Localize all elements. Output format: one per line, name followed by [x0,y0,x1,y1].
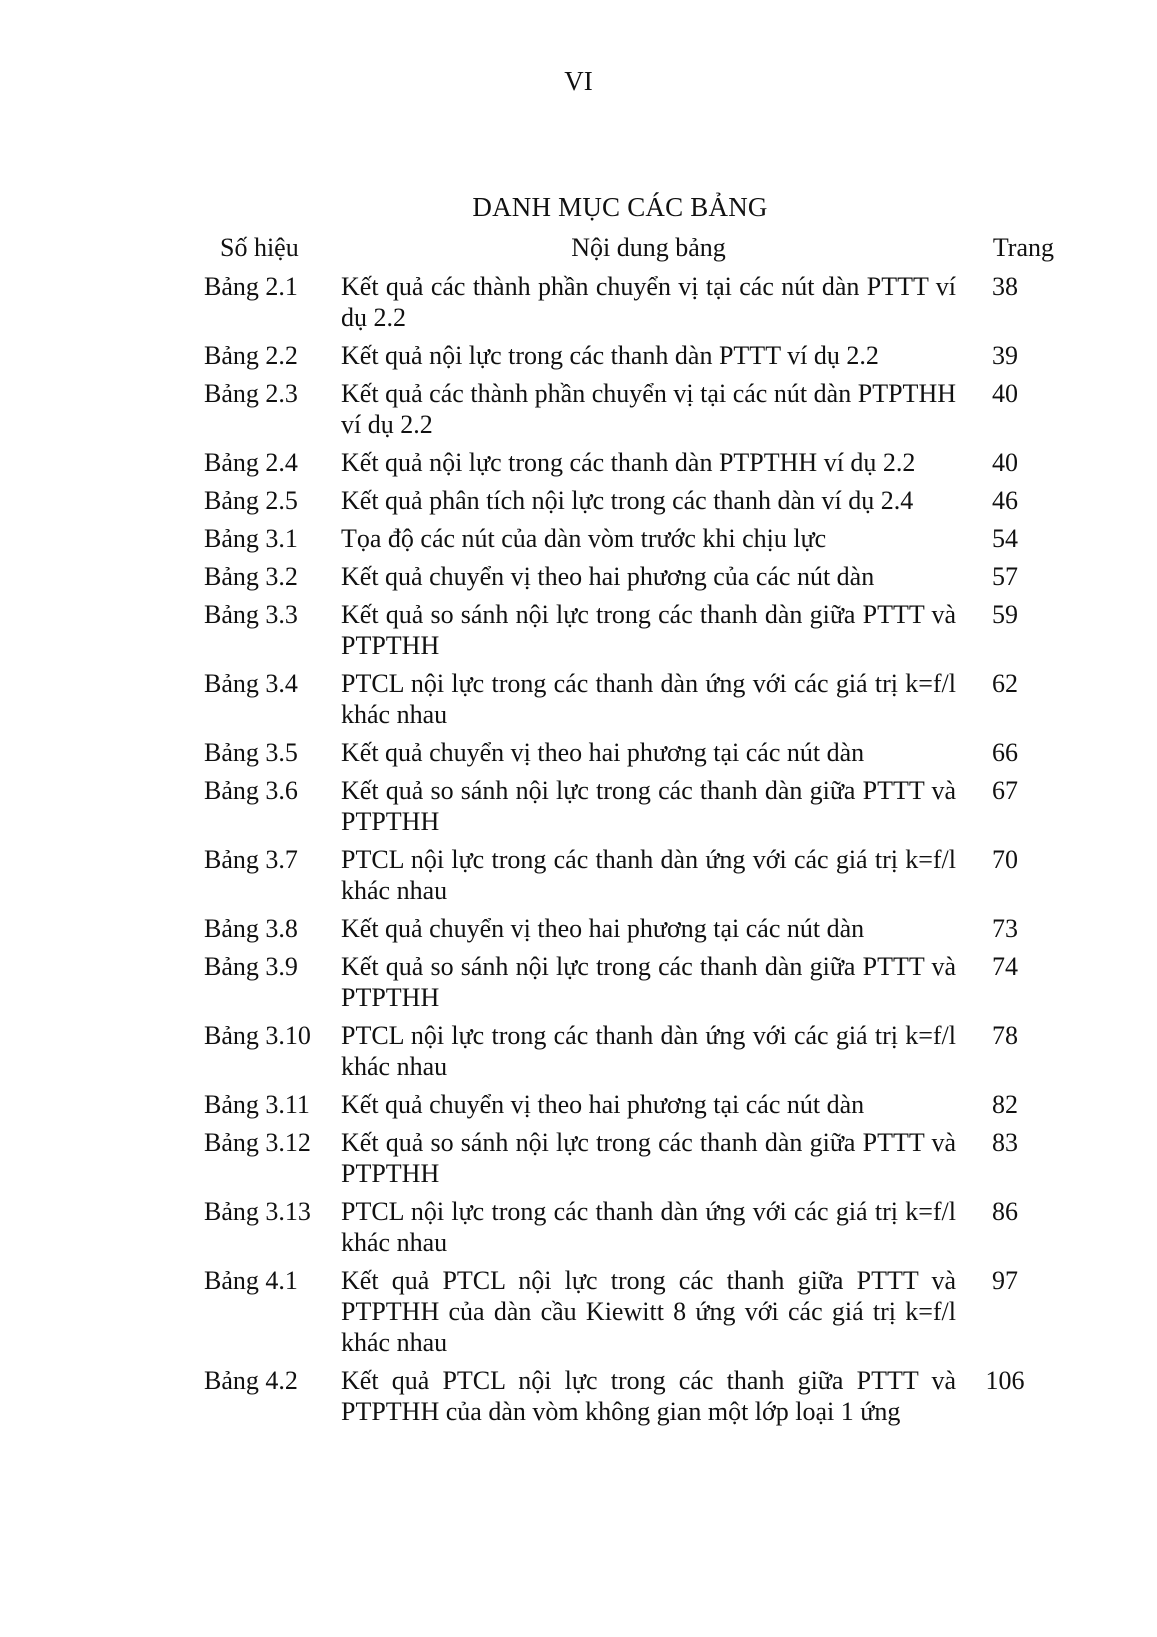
row-page: 78 [992,1021,1018,1050]
table-list [204,232,1054,1434]
row-code: Bảng 3.6 [204,776,298,805]
row-code: Bảng 3.7 [204,845,298,874]
table-row [204,1020,1054,1082]
row-code: Bảng 3.8 [204,914,298,943]
row-description: Tọa độ các nút của dàn vòm trước khi chịu lực [341,524,827,553]
table-rows [204,271,1054,1427]
table-row [204,668,1054,730]
row-description: Kết quả PTCL nội lực trong các thanh giữa PTTT và PTPTHH của dàn vòm không gian một lớp loại 1 ứng [341,1366,956,1426]
row-code: Bảng 4.1 [204,1266,298,1295]
row-code: Bảng 3.4 [204,669,298,698]
row-code: Bảng 2.4 [204,448,298,477]
row-code: Bảng 2.1 [204,272,298,301]
row-code: Bảng 2.2 [204,341,298,370]
table-row [204,340,1054,371]
row-page: 54 [992,524,1018,553]
row-page: 39 [992,341,1018,370]
table-row [204,271,1054,333]
table-row [204,775,1054,837]
table-row [204,913,1054,944]
row-page: 70 [992,845,1018,874]
table-row [204,1127,1054,1189]
header-code: Số hiệu [220,233,299,262]
row-code: Bảng 3.12 [204,1128,311,1157]
row-page: 67 [992,776,1018,805]
row-page: 40 [992,448,1018,477]
page-title: DANH MỤC CÁC BẢNG [472,192,768,222]
row-page: 86 [992,1197,1018,1226]
row-description: Kết quả chuyển vị theo hai phương tại các nút dàn [341,738,865,767]
table-row [204,737,1054,768]
table-row [204,523,1054,554]
row-code: Bảng 3.10 [204,1021,311,1050]
table-row [204,1365,1054,1427]
row-page: 59 [992,600,1018,629]
table-row [204,1089,1054,1120]
table-row [204,485,1054,516]
row-description: Kết quả chuyển vị theo hai phương tại các nút dàn [341,1090,865,1119]
row-description: Kết quả phân tích nội lực trong các thanh dàn ví dụ 2.4 [341,486,914,515]
row-description: Kết quả nội lực trong các thanh dàn PTPTHH ví dụ 2.2 [341,448,916,477]
table-row [204,599,1054,661]
row-description: Kết quả các thành phần chuyển vị tại các nút dàn PTTT ví dụ 2.2 [341,272,956,332]
table-row [204,1265,1054,1358]
row-code: Bảng 3.13 [204,1197,311,1226]
header-page: Trang [992,233,1054,262]
table-row [204,378,1054,440]
row-description: PTCL nội lực trong các thanh dàn ứng với các giá trị k=f/l khác nhau [341,1021,956,1081]
row-description: PTCL nội lực trong các thanh dàn ứng với các giá trị k=f/l khác nhau [341,669,956,729]
row-description: Kết quả PTCL nội lực trong các thanh giữa PTTT và PTPTHH của dàn cầu Kiewitt 8 ứng với các giá trị k=f/l khác nhau [341,1266,956,1357]
table-row [204,561,1054,592]
row-page: 83 [992,1128,1018,1157]
row-description: PTCL nội lực trong các thanh dàn ứng với các giá trị k=f/l khác nhau [341,1197,956,1257]
row-description: Kết quả các thành phần chuyển vị tại các nút dàn PTPTHH ví dụ 2.2 [341,379,956,439]
row-code: Bảng 2.5 [204,486,298,515]
table-row [204,844,1054,906]
row-description: PTCL nội lực trong các thanh dàn ứng với các giá trị k=f/l khác nhau [341,845,956,905]
row-page: 57 [992,562,1018,591]
row-code: Bảng 2.3 [204,379,298,408]
row-page: 106 [985,1366,1025,1395]
row-page: 74 [992,952,1018,981]
table-row [204,447,1054,478]
row-code: Bảng 3.2 [204,562,298,591]
row-description: Kết quả so sánh nội lực trong các thanh dàn giữa PTTT và PTPTHH [341,600,956,660]
row-page: 82 [992,1090,1018,1119]
row-page: 40 [992,379,1018,408]
table-header-row [204,232,1054,263]
row-code: Bảng 3.1 [204,524,298,553]
page-number: VI [564,66,593,96]
row-code: Bảng 3.11 [204,1090,310,1119]
row-description: Kết quả so sánh nội lực trong các thanh dàn giữa PTTT và PTPTHH [341,1128,956,1188]
row-description: Kết quả chuyển vị theo hai phương tại các nút dàn [341,914,865,943]
row-description: Kết quả nội lực trong các thanh dàn PTTT ví dụ 2.2 [341,341,879,370]
row-code: Bảng 3.3 [204,600,298,629]
row-page: 62 [992,669,1018,698]
row-code: Bảng 3.5 [204,738,298,767]
row-page: 73 [992,914,1018,943]
table-row [204,951,1054,1013]
row-page: 97 [992,1266,1018,1295]
row-code: Bảng 3.9 [204,952,298,981]
row-page: 66 [992,738,1018,767]
row-page: 46 [992,486,1018,515]
row-description: Kết quả so sánh nội lực trong các thanh dàn giữa PTTT và PTPTHH [341,952,956,1012]
row-page: 38 [992,272,1018,301]
table-row [204,1196,1054,1258]
row-description: Kết quả chuyển vị theo hai phương của các nút dàn [341,562,875,591]
header-description: Nội dung bảng [571,233,726,262]
row-code: Bảng 4.2 [204,1366,298,1395]
row-description: Kết quả so sánh nội lực trong các thanh dàn giữa PTTT và PTPTHH [341,776,956,836]
